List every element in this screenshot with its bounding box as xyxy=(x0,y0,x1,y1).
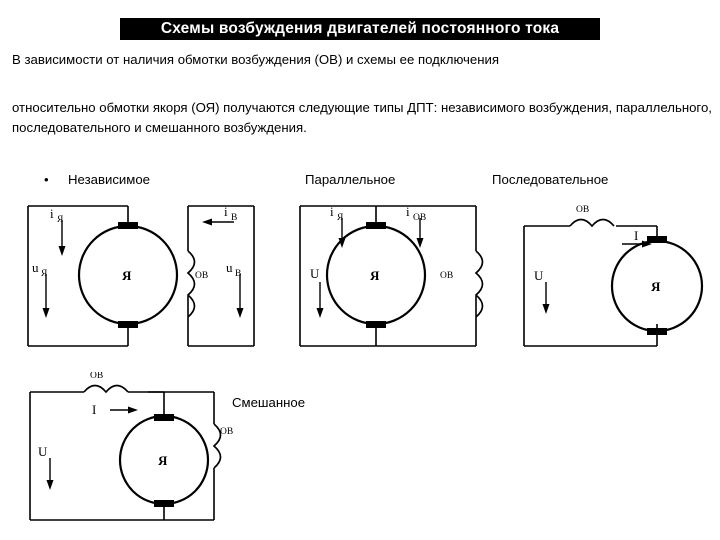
current-label: I xyxy=(92,402,97,417)
caption-compound: Смешанное xyxy=(232,395,306,410)
current-label: I xyxy=(634,228,639,243)
field-winding-series-label: ОВ xyxy=(90,372,104,381)
field-coil xyxy=(570,220,614,227)
armature-voltage-sub: Я xyxy=(41,269,48,279)
diagram-independent-excitation xyxy=(18,196,268,356)
field-voltage-label: u xyxy=(226,260,233,275)
armature-current-label: i xyxy=(330,204,334,219)
armature-voltage-label: u xyxy=(32,260,39,275)
field-winding-parallel-label: ОВ xyxy=(220,427,234,437)
field-coil-series xyxy=(84,386,128,393)
field-current-label: i xyxy=(224,204,228,219)
armature-current-sub: Я xyxy=(337,213,344,223)
armature-current-label: i xyxy=(50,206,54,221)
rotor-label: Я xyxy=(158,453,168,468)
voltage-label: U xyxy=(38,444,48,459)
rotor-label: Я xyxy=(122,268,132,283)
caption-independent: Независимое xyxy=(68,172,151,187)
armature-current-sub: Я xyxy=(57,215,64,225)
intro-paragraph-2: относительно обмотки якоря (ОЯ) получаются следующие типы ДПТ: независимого возбуждения, параллельного, последовательного и смешанного возбуждения. xyxy=(12,100,712,135)
diagram-parallel-excitation xyxy=(290,196,490,356)
diagram-compound-excitation xyxy=(18,372,248,532)
field-current-sub: ОВ xyxy=(413,213,427,223)
caption-parallel: Параллельное xyxy=(305,172,396,187)
diagram-series-excitation xyxy=(512,196,707,356)
field-current-sub: В xyxy=(231,213,238,223)
field-coil xyxy=(188,251,195,317)
field-coil xyxy=(476,251,483,317)
field-winding-label: ОВ xyxy=(195,271,209,281)
intro-paragraph-1: В зависимости от наличия обмотки возбуждения (ОВ) и схемы ее подключения xyxy=(12,52,500,67)
bullet-marker: • xyxy=(44,172,49,187)
voltage-label: U xyxy=(534,268,544,283)
caption-series: Последовательное xyxy=(492,172,609,187)
field-winding-label: ОВ xyxy=(576,205,590,215)
field-winding-label: ОВ xyxy=(440,271,454,281)
page-title: Схемы возбуждения двигателей постоянного тока xyxy=(120,18,600,40)
rotor-label: Я xyxy=(651,279,661,294)
field-voltage-sub: В xyxy=(235,269,242,279)
rotor-label: Я xyxy=(370,268,380,283)
voltage-label: U xyxy=(310,266,320,281)
field-current-label: i xyxy=(406,204,410,219)
